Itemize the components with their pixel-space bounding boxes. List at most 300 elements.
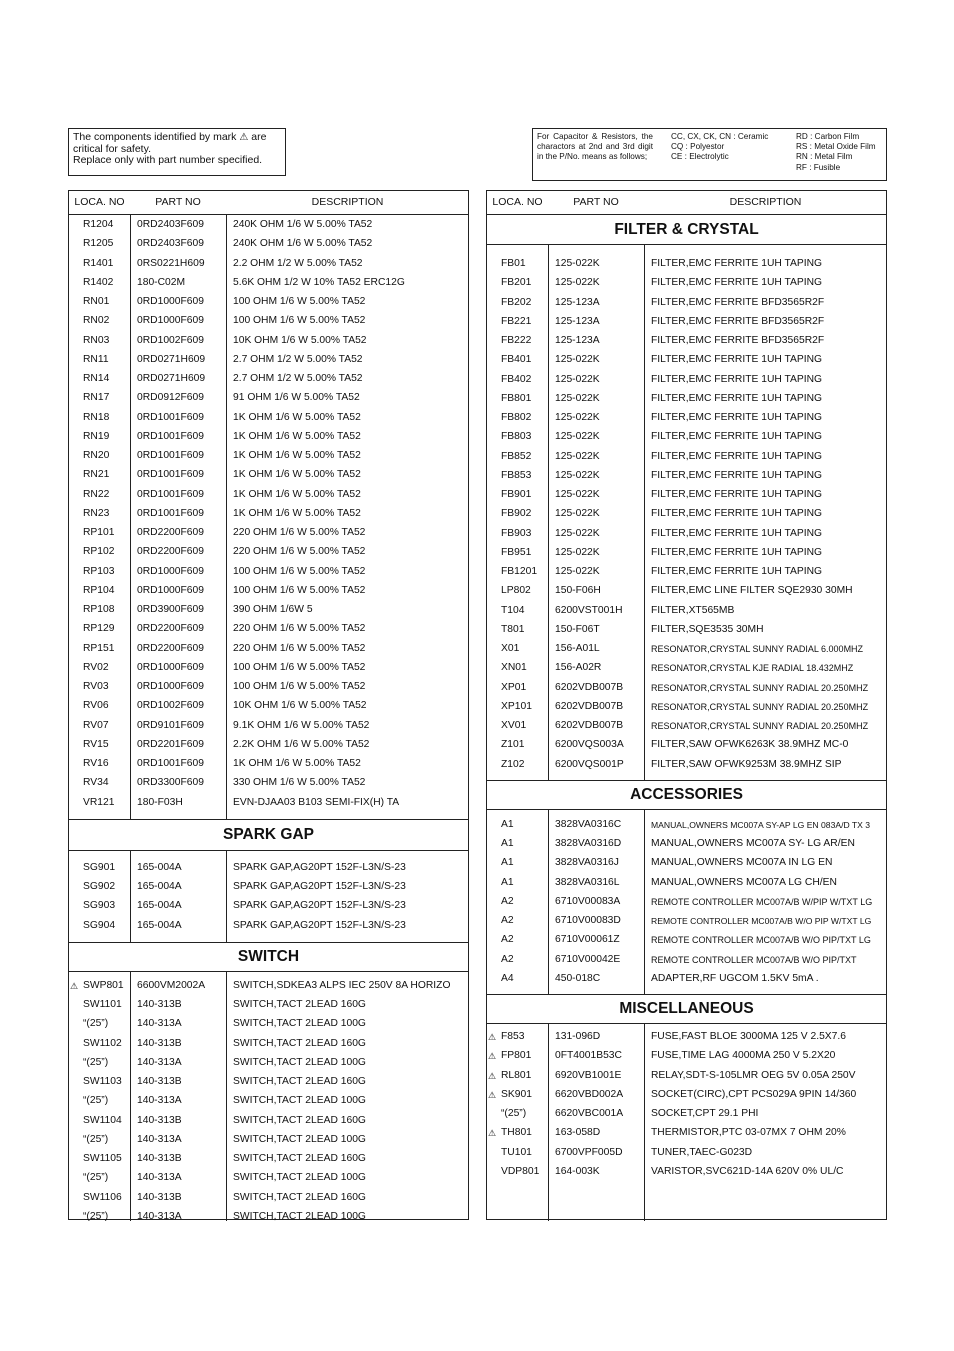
part-no: 0RD1000F609 [137,315,204,327]
loca-no: RN02 [83,315,110,327]
table-row [69,409,468,428]
part-description: 220 OHM 1/6 W 5.00% TA52 [233,546,366,558]
part-description: FILTER,EMC FERRITE 1UH TAPING [651,431,823,443]
table-row [69,878,468,897]
loca-no: RP101 [83,527,115,538]
loca-no: FB1201 [501,566,538,577]
section-divider [487,1023,886,1024]
table-row [69,1150,468,1169]
part-no: 3828VA0316L [555,876,620,888]
table-row [487,1105,886,1124]
table-row [69,1189,468,1208]
table-row [69,659,468,678]
loca-no: R1204 [83,219,114,230]
table-row [69,794,468,813]
legend-resistor-codes [796,132,888,173]
part-no: 6202VDB007B [555,700,624,712]
table-row [487,640,886,659]
table-row [69,543,468,562]
part-no: 140-313A [137,1095,182,1107]
loca-no: FB903 [501,527,532,539]
table-row [69,1208,468,1227]
part-no: 6200VST001H [555,604,623,616]
loca-no: SW1105 [83,1153,122,1164]
section-title: SPARK GAP [69,820,468,850]
part-no: 0FT4001B53C [555,1050,622,1062]
part-no: 0RD1000F609 [137,661,204,673]
table-row [69,582,468,601]
part-no: 150-F06H [555,585,601,597]
part-no: 3828VA0316C [555,818,622,830]
part-no: 180-C02M [137,276,186,288]
part-description: MANUAL,OWNERS MC007A IN LG EN [651,857,833,869]
table-row [69,1054,468,1073]
part-no: 0RD1001F609 [137,411,204,423]
part-description: 5.6K OHM 1/2 W 10% TA52 ERC12G [233,276,405,288]
part-description: FILTER,EMC FERRITE 1UH TAPING [651,277,823,289]
loca-no: TU101 [501,1146,532,1158]
loca-no: SW1103 [83,1076,122,1087]
table-row [69,235,468,254]
column-divider [548,214,549,215]
part-no: 140-313B [137,1114,182,1126]
loca-no: RL801 [501,1069,532,1081]
part-no: 140-313A [137,1018,182,1030]
table-row [69,216,468,235]
part-no: 0RD1000F609 [137,565,204,577]
loca-no: A1 [501,838,514,849]
part-no: 125-022K [555,508,600,520]
loca-no: FB401 [501,354,532,366]
part-description: 10K OHM 1/6 W 5.00% TA52 [233,334,367,346]
table-row [69,640,468,659]
part-description: SWITCH,TACT 2LEAD 100G [233,1056,366,1068]
part-description: REMOTE CONTROLLER MC007A/B W/O PIP/TXT [651,954,857,965]
part-no: 0RD1001F609 [137,488,204,500]
loca-no: “(25”) [501,1108,527,1119]
part-description: FUSE,TIME LAG 4000MA 250 V 5.2X20 [651,1050,836,1062]
table-row [487,756,886,775]
table-row [69,370,468,389]
part-description: REMOTE CONTROLLER MC007A/B W/O PIP W/TXT LG [651,916,872,926]
part-no: 0RD1000F609 [137,681,204,692]
table-row [487,970,886,989]
part-no: 6920VB1001E [555,1069,622,1081]
loca-no: RP108 [83,604,115,615]
part-no: 0RD2403F609 [137,219,204,230]
part-description: FILTER,EMC FERRITE 1UH TAPING [651,489,823,500]
table-row [487,835,886,854]
part-description: 1K OHM 1/6 W 5.00% TA52 [233,488,361,500]
loca-no: R1402 [83,276,114,288]
loca-no: FB901 [501,489,532,500]
loca-no: SW1106 [83,1191,122,1203]
section-divider [69,850,468,851]
part-description: SWITCH,TACT 2LEAD 160G [233,1114,366,1126]
column-header-part: PART NO [573,196,619,208]
part-description: SPARK GAP,AG20PT 152F-L3N/S-23 [233,881,406,892]
part-no: 140-313B [137,1037,182,1049]
part-description: 220 OHM 1/6 W 5.00% TA52 [233,527,366,538]
part-description: 2.2K OHM 1/6 W 5.00% TA52 [233,738,370,750]
part-description: FILTER,SQE3535 30MH [651,623,764,635]
part-description: 1K OHM 1/6 W 5.00% TA52 [233,469,361,481]
column-divider [644,214,645,215]
loca-no: R1401 [83,257,114,269]
loca-no: SK901 [501,1088,532,1100]
table-row [487,912,886,931]
part-no: 125-022K [555,431,600,443]
part-description: SWITCH,SDKEA3 ALPS IEC 250V 8A HORIZO [233,979,451,991]
table-row [487,1067,886,1086]
loca-no: TH801 [501,1127,532,1139]
part-description: SPARK GAP,AG20PT 152F-L3N/S-23 [233,900,406,912]
table-row [69,351,468,370]
part-description: 100 OHM 1/6 W 5.00% TA52 [233,681,366,692]
part-description: SWITCH,TACT 2LEAD 100G [233,1210,366,1222]
table-row [487,505,886,524]
loca-no: “(25”) [83,1210,109,1222]
safety-note-text: critical for safety. [73,142,151,155]
part-description: 240K OHM 1/6 W 5.00% TA52 [233,219,373,230]
table-row [69,255,468,274]
part-description: MANUAL,OWNERS MC007A SY- LG AR/EN [651,838,855,849]
loca-no: FB221 [501,315,532,327]
part-description: SWITCH,TACT 2LEAD 100G [233,1095,366,1107]
table-row [69,447,468,466]
part-no: 0RD0271H609 [137,373,206,384]
table-row [69,466,468,485]
loca-no: T801 [501,623,525,635]
section-divider [487,244,886,245]
part-no: 0RD1001F609 [137,450,204,461]
part-description: FILTER,EMC FERRITE 1UH TAPING [651,566,823,577]
loca-no: “(25”) [83,1133,109,1145]
part-no: 165-004A [137,900,182,912]
part-description: TUNER,TAEC-G023D [651,1146,753,1158]
part-no: 125-022K [555,527,600,539]
loca-no: R1205 [83,238,114,250]
loca-no: RP103 [83,565,115,577]
table-row [487,736,886,755]
loca-no: FB852 [501,450,532,462]
part-no: 6620VBC001A [555,1108,624,1119]
column-divider [226,851,227,942]
part-description: FILTER,SAW OFWK9253M 38.9MHZ SIP [651,758,842,770]
table-row [69,389,468,408]
loca-no: SG904 [83,919,116,931]
part-no: 6200VQS003A [555,739,624,751]
part-description: 100 OHM 1/6 W 5.00% TA52 [233,315,366,327]
loca-no: FB902 [501,508,532,520]
part-description: SPARK GAP,AG20PT 152F-L3N/S-23 [233,919,406,931]
part-no: 125-022K [555,373,600,385]
loca-no: A1 [501,857,514,869]
part-no: 156-A02R [555,662,602,674]
warning-icon: ⚠ [70,980,79,991]
part-description: RELAY,SDT-S-105LMR OEG 5V 0.05A 250V [651,1069,856,1081]
loca-no: RV16 [83,758,109,769]
loca-no: RN18 [83,411,110,423]
loca-no: RN01 [83,296,110,307]
table-row [69,977,468,996]
table-row [69,620,468,639]
part-no: 140-313B [137,999,182,1010]
part-description: SWITCH,TACT 2LEAD 160G [233,999,366,1010]
column-header-part: PART NO [155,196,201,208]
part-description: 240K OHM 1/6 W 5.00% TA52 [233,238,373,250]
part-description: FILTER,EMC FERRITE BFD3565R2F [651,315,825,327]
warning-icon: ⚠ [488,1128,497,1139]
part-no: 6710V00083D [555,915,621,926]
table-row [69,1073,468,1092]
part-no: 0RD3300F609 [137,777,204,789]
part-description: FILTER,EMC LINE FILTER SQE2930 30MH [651,585,853,597]
table-row [69,428,468,447]
loca-no: RP151 [83,642,115,654]
column-divider [548,245,549,780]
part-no: 140-313B [137,1191,182,1203]
loca-no: A1 [501,876,514,888]
table-row [487,563,886,582]
table-row [487,371,886,390]
part-no: 140-313A [137,1133,182,1145]
loca-no: FB402 [501,373,532,385]
table-row [69,755,468,774]
part-no: 125-022K [555,412,600,423]
part-no: 0RD1001F609 [137,469,204,481]
part-no: 6700VPF005D [555,1146,623,1158]
part-no: 0RD1000F609 [137,296,204,307]
table-row [487,1124,886,1143]
part-description: MANUAL,OWNERS MC007A SY-AP LG EN 083A/D TX 3 [651,819,871,830]
part-description: FILTER,SAW OFWK6263K 38.9MHZ MC-0 [651,739,849,751]
loca-no: T104 [501,604,525,616]
section-divider [69,971,468,972]
table-row [69,917,468,936]
loca-no: RP104 [83,584,115,596]
part-no: 156-A01L [555,643,600,654]
part-description: FILTER,EMC FERRITE 1UH TAPING [651,373,823,385]
loca-no: FP801 [501,1050,532,1062]
part-description: FILTER,EMC FERRITE 1UH TAPING [651,354,823,366]
table-row [487,582,886,601]
part-description: FILTER,EMC FERRITE 1UH TAPING [651,392,823,404]
loca-no: A2 [501,934,514,946]
loca-no: A1 [501,818,514,830]
table-row [487,854,886,873]
loca-no: RN19 [83,430,110,442]
part-no: 163-058D [555,1127,601,1139]
part-no: 6202VDB007B [555,681,624,693]
part-description: RESONATOR,CRYSTAL SUNNY RADIAL 6.000MHZ [651,644,864,654]
loca-no: SW1104 [83,1114,122,1126]
loca-no: “(25”) [83,1172,109,1184]
part-no: 125-022K [555,566,600,577]
part-no: 0RD1002F609 [137,334,204,346]
part-description: 100 OHM 1/6 W 5.00% TA52 [233,296,366,307]
table-row [487,893,886,912]
table-row [69,859,468,878]
part-description: 1K OHM 1/6 W 5.00% TA52 [233,450,361,461]
loca-no: RV03 [83,681,109,692]
loca-no: F853 [501,1031,525,1042]
part-description: 1K OHM 1/6 W 5.00% TA52 [233,758,361,769]
safety-note [68,128,286,176]
loca-no: RN03 [83,334,110,346]
column-divider [644,245,645,780]
legend-item: RD : Carbon Film [796,132,860,141]
part-no: 125-123A [555,335,600,346]
warning-icon: ⚠ [239,132,249,143]
table-row [487,1086,886,1105]
part-no: 6710V00083A [555,895,621,907]
part-no: 140-313A [137,1056,182,1068]
table-row [69,897,468,916]
part-description: SOCKET(CIRC),CPT PCS029A 9PIN 14/360 [651,1088,857,1100]
loca-no: XP01 [501,681,527,693]
table-row [69,505,468,524]
section-divider [487,809,886,810]
part-no: 125-022K [555,392,600,404]
part-no: 0RD3900F609 [137,604,204,615]
loca-no: XP101 [501,700,532,712]
loca-no: FB01 [501,258,526,269]
part-description: REMOTE CONTROLLER MC007A/B W/PIP W/TXT LG [651,896,873,907]
table-row [487,544,886,563]
loca-no: RN11 [83,353,109,365]
part-description: 100 OHM 1/6 W 5.00% TA52 [233,661,366,673]
warning-icon: ⚠ [488,1089,497,1100]
table-row [487,448,886,467]
section-title: SWITCH [69,943,468,971]
loca-no: RN23 [83,507,110,519]
part-description: 2.7 OHM 1/2 W 5.00% TA52 [233,373,363,384]
legend-item: CE : Electrolytic [671,152,729,162]
loca-no: Z102 [501,758,525,770]
loca-no: SG901 [83,861,116,873]
part-no: 165-004A [137,861,182,873]
part-description: 100 OHM 1/6 W 5.00% TA52 [233,584,366,596]
table-row [487,294,886,313]
column-divider [644,810,645,994]
table-row [487,602,886,621]
table-row [487,621,886,640]
column-divider [130,851,131,942]
loca-no: FB803 [501,431,532,443]
part-no: 125-022K [555,450,600,462]
safety-note-text: are [251,131,267,143]
part-no: 0RD0912F609 [137,392,204,404]
part-description: 2.2 OHM 1/2 W 5.00% TA52 [233,257,363,269]
warning-icon: ⚠ [488,1032,497,1042]
legend-item: CQ : Polyestor [671,142,725,152]
warning-icon: ⚠ [488,1051,497,1062]
loca-no: RP129 [83,623,115,635]
table-row [487,1144,886,1163]
part-description: 1K OHM 1/6 W 5.00% TA52 [233,411,361,423]
loca-no: RV02 [83,661,109,673]
part-description: 100 OHM 1/6 W 5.00% TA52 [233,565,366,577]
table-row [69,678,468,697]
loca-no: RP102 [83,546,115,558]
table-row [69,1035,468,1054]
part-description: FILTER,EMC FERRITE 1UH TAPING [651,546,823,558]
parts-table-left [68,190,469,1220]
part-description: VARISTOR,SVC621D-14A 620V 0% UL/C [651,1165,844,1177]
table-row [69,1169,468,1188]
loca-no: SW1101 [83,999,122,1010]
table-row [69,332,468,351]
part-description: RESONATOR,CRYSTAL KJE RADIAL 18.432MHZ [651,663,854,674]
part-no: 125-022K [555,489,600,500]
part-no: 6620VBD002A [555,1088,624,1100]
part-description: FILTER,EMC FERRITE 1UH TAPING [651,527,823,539]
part-no: 6200VQS001P [555,758,624,770]
table-row [69,601,468,620]
table-row [487,1028,886,1047]
part-no: 450-018C [555,972,601,984]
column-header-loca: LOCA. NO [74,196,125,208]
table-row [69,1131,468,1150]
part-no: 6202VDB007B [555,720,624,731]
table-row [69,274,468,293]
table-row [69,736,468,755]
part-no: 125-022K [555,354,600,366]
column-divider [548,810,549,994]
part-no: 0RD2403F609 [137,238,204,250]
part-description: 2.7 OHM 1/2 W 5.00% TA52 [233,353,363,365]
part-no: 0RD2200F609 [137,623,204,635]
part-description: ADAPTER,RF UGCOM 1.5KV 5mA . [651,972,819,984]
part-no: 140-313B [137,1153,182,1164]
part-no: 0RD1002F609 [137,700,204,712]
part-description: 330 OHM 1/6 W 5.00% TA52 [233,777,366,789]
column-divider [548,1024,549,1221]
table-row [487,931,886,950]
table-row [69,524,468,543]
part-description: FILTER,XT565MB [651,604,735,616]
part-description: MANUAL,OWNERS MC007A LG CH/EN [651,876,837,888]
loca-no: A2 [501,953,514,965]
table-row [487,390,886,409]
part-description: FILTER,EMC FERRITE BFD3565R2F [651,296,825,308]
loca-no: RN21 [83,469,110,481]
part-no: 0RD2200F609 [137,642,204,654]
part-no: 3828VA0316J [555,857,619,869]
part-no: 125-022K [555,258,600,269]
part-description: THERMISTOR,PTC 03-07MX 7 OHM 20% [651,1127,846,1139]
table-row [487,679,886,698]
table-row [487,486,886,505]
table-header [69,191,468,215]
part-description: SOCKET,CPT 29.1 PHI [651,1108,759,1119]
part-description: 10K OHM 1/6 W 5.00% TA52 [233,700,367,712]
loca-no: RV34 [83,777,109,789]
part-no: 0RD2200F609 [137,546,204,558]
parts-table-right [486,190,887,1220]
part-no: 164-003K [555,1165,600,1177]
loca-no: Z101 [501,739,525,751]
column-divider [226,972,227,1221]
part-no: 125-022K [555,469,600,481]
table-row [487,1047,886,1066]
section-title: ACCESSORIES [487,781,886,809]
loca-no: A2 [501,895,514,907]
table-row [69,774,468,793]
part-description: FILTER,EMC FERRITE 1UH TAPING [651,508,823,520]
loca-no: FB201 [501,277,532,289]
